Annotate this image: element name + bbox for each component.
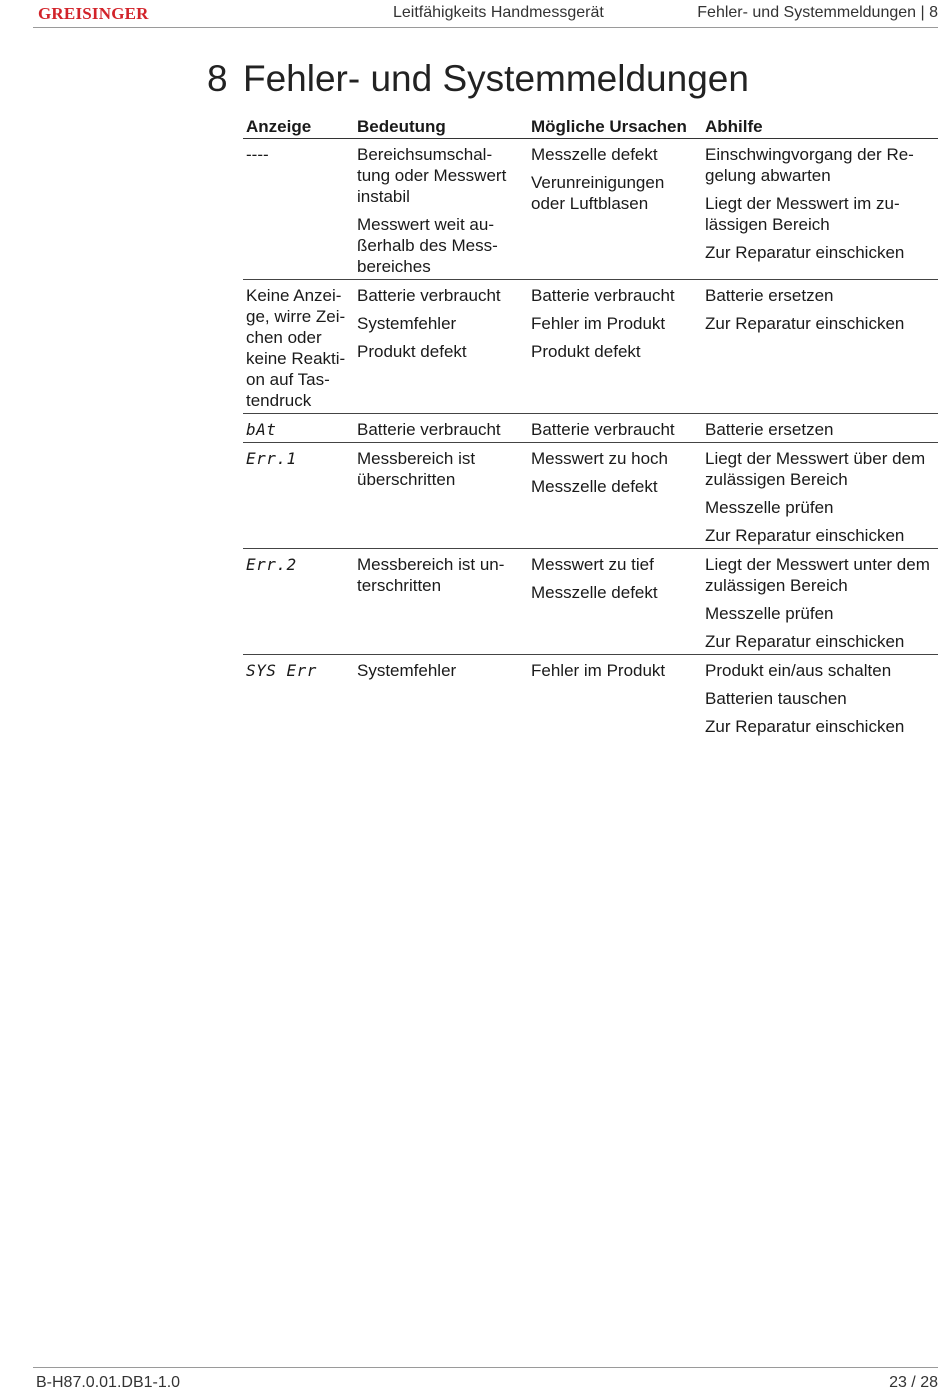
meaning-cell: Batterie verbraucht	[354, 414, 528, 443]
causes-cell: Messwert zu hoch Messzelle defekt	[528, 443, 702, 549]
display-cell	[243, 443, 354, 549]
causes-cell: Batterie verbraucht Fehler im Produkt Produkt defekt	[528, 280, 702, 414]
causes-cell: Batterie verbraucht	[528, 414, 702, 443]
remedy-cell: Batterie ersetzen Zur Reparatur einschicken	[702, 280, 938, 414]
display-cell: ----	[243, 139, 354, 280]
chapter-title: Fehler- und Systemmeldungen	[243, 58, 749, 99]
table-row	[243, 139, 938, 280]
header-abhilfe: Abhilfe	[702, 114, 938, 139]
document-number: B-H87.0.01.DB1-1.0	[36, 1374, 181, 1391]
meaning-cell: Bereichsumschal-tung oder Messwert instabil Messwert weit au-ßerhalb des Mess-bereiches	[354, 139, 528, 280]
document-title: Leitfähigkeits Handmessgerät	[393, 4, 604, 21]
causes-cell: Fehler im Produkt	[531, 661, 666, 680]
display-cell: Keine Anzei-ge, wirre Zei-chen oder keine Reakti-on auf Tas-tendruck	[243, 280, 354, 414]
meaning-cell: Batterie verbraucht Systemfehler Produkt defekt	[354, 280, 528, 414]
page-footer	[33, 1367, 938, 1398]
page-number: 23 / 28	[889, 1374, 938, 1391]
meaning-cell: Messbereich ist überschritten	[354, 443, 528, 549]
lcd-display-text: Err.1	[246, 449, 297, 468]
causes-cell: Messzelle defekt Verunreinigungen oder Luftblasen	[528, 139, 702, 280]
header-bedeutung: Bedeutung	[354, 114, 528, 139]
chapter-number: 8	[207, 58, 228, 99]
running-head: Fehler- und Systemmeldungen | 8	[697, 4, 938, 21]
display-cell	[243, 414, 354, 443]
lcd-display-text: SYS Err	[246, 661, 317, 680]
greisinger-logo: GREISINGER	[38, 4, 149, 23]
remedy-cell: Produkt ein/aus schalten Batterien tauschen Zur Reparatur einschicken	[705, 661, 905, 736]
meaning-cell: Messbereich ist un-terschritten	[354, 549, 528, 655]
header-ursachen: Mögliche Ursachen	[528, 114, 702, 139]
table-row	[243, 655, 938, 740]
table-row	[243, 443, 938, 549]
display-cell	[243, 549, 354, 655]
meaning-cell: Systemfehler	[357, 661, 457, 680]
table-row	[243, 549, 938, 655]
causes-cell: Messwert zu tief Messzelle defekt	[528, 549, 702, 655]
table-row	[243, 414, 938, 443]
lcd-display-text: Err.2	[246, 555, 297, 574]
chapter-heading	[207, 58, 749, 100]
table-row	[243, 280, 938, 414]
header-anzeige: Anzeige	[243, 114, 354, 139]
error-messages-table	[243, 114, 938, 739]
remedy-cell: Einschwingvorgang der Re-gelung abwarten Liegt der Messwert im zu-lässigen Bereich Zur Reparatur einschicken	[702, 139, 938, 280]
lcd-display-text: bAt	[246, 420, 277, 439]
remedy-cell: Liegt der Messwert unter dem zulässigen Bereich Messzelle prüfen Zur Reparatur einschicken	[702, 549, 938, 655]
page-header	[33, 0, 938, 28]
remedy-cell: Batterie ersetzen	[702, 414, 938, 443]
display-cell	[243, 655, 354, 740]
remedy-cell: Liegt der Messwert über dem zulässigen Bereich Messzelle prüfen Zur Reparatur einschicken	[702, 443, 938, 549]
table-header-row	[243, 114, 938, 139]
